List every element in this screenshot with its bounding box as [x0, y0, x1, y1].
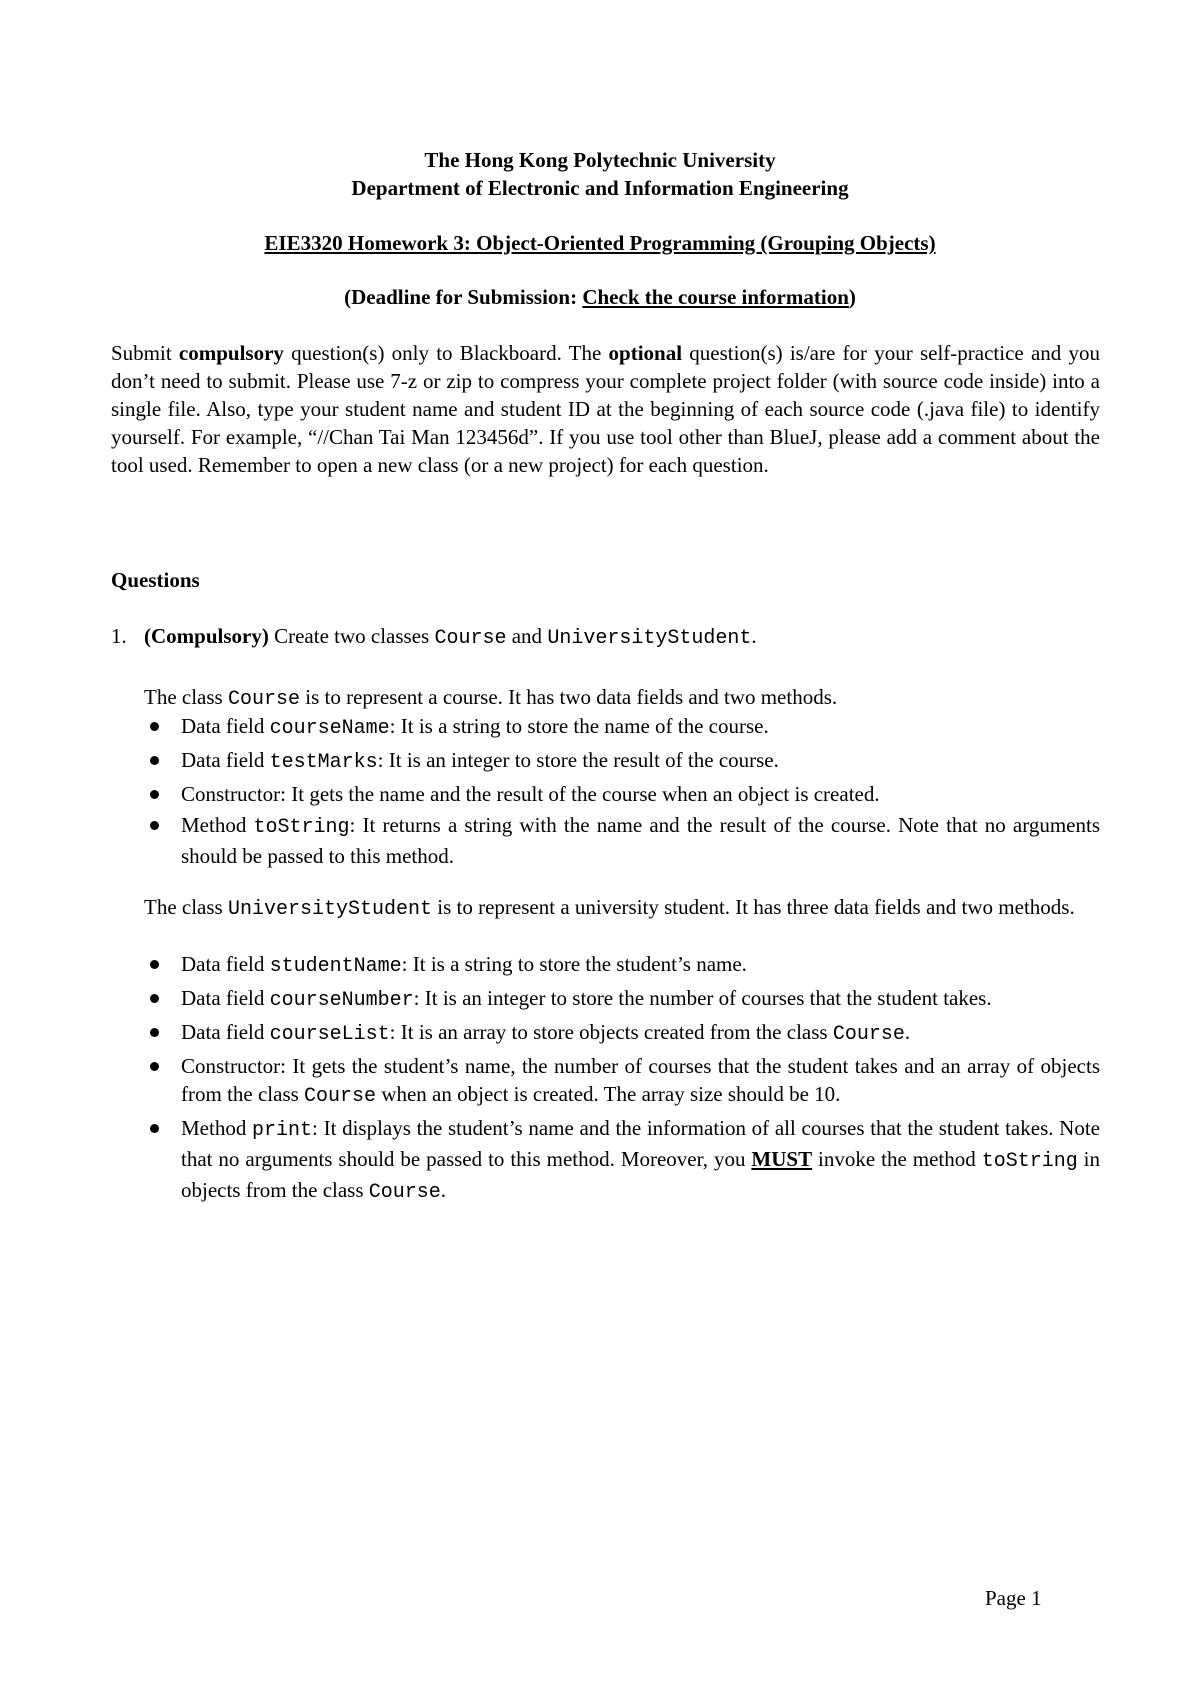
intro-part-3: question(s) is/are for your self-practice and you don’t need to submit. Please use 7-z or zip to compress your complete project folder (with source code inside) into a single file. Also, type your student name and student ID at the beginning of each source code (.java file) to identify yourself. For example, “//Chan Tai Man 123456d”. If you use tool other than BlueJ, please add a comment about the tool used. Remember to open a new class (or a new project) for each question.	[111, 341, 1100, 477]
deadline-line	[0, 283, 1200, 311]
intro-part-1: Submit	[111, 341, 179, 365]
item-end: .	[440, 1178, 447, 1202]
course-intro-t2: is to represent a course. It has two data fields and two methods.	[300, 685, 838, 709]
item-code: testMarks	[269, 751, 378, 774]
item-code: courseName	[269, 717, 390, 740]
item-post: : It displays the student’s name and the information of all courses that the student takes. Note that no arguments should be passed to this method. Moreover, you	[181, 1116, 1100, 1171]
item-t2: invoke the method	[812, 1147, 982, 1171]
item-post: : It returns a string with the name and the result of the course. Note that no arguments should be passed to this method.	[181, 813, 1100, 868]
intro-compulsory: compulsory	[178, 341, 284, 365]
bullet-icon	[150, 790, 159, 799]
item-code: courseNumber	[269, 989, 414, 1012]
item-pre: Data field	[181, 1020, 270, 1044]
bullet-icon	[150, 960, 159, 969]
item-pre: Data field	[181, 986, 270, 1010]
item-code-3: Course	[368, 1181, 441, 1204]
item-post: : It is an integer to store the number of courses that the student takes.	[413, 986, 992, 1010]
homework-title-text: EIE3320 Homework 3: Object-Oriented Programming (Grouping Objects)	[264, 231, 936, 255]
list-item	[144, 984, 1100, 1015]
uni-intro-t2: is to represent a university student. It has three data fields and two methods.	[432, 895, 1075, 919]
item-post: : It is an integer to store the result of the course.	[377, 748, 779, 772]
course-intro-code: Course	[227, 688, 300, 711]
university-name: The Hong Kong Polytechnic University	[424, 148, 776, 172]
question-1-label: (Compulsory)	[144, 624, 269, 648]
q1-code-universitystudent: UniversityStudent	[547, 627, 752, 650]
q1-t3: .	[751, 624, 757, 648]
bullet-icon	[150, 722, 159, 731]
intro-optional: optional	[608, 341, 683, 365]
list-item	[144, 950, 1100, 981]
course-intro-t1: The class	[144, 685, 228, 709]
question-1-text	[144, 622, 1100, 653]
department-name: Department of Electronic and Information Engineering	[351, 176, 849, 200]
item-post: : It is a string to store the student’s name.	[401, 952, 747, 976]
item-code: Course	[304, 1085, 377, 1108]
list-item	[144, 811, 1100, 870]
item-pre: Data field	[181, 748, 270, 772]
item-end: .	[904, 1020, 911, 1044]
course-class-intro	[144, 683, 1100, 714]
item-code: toString	[253, 816, 350, 839]
list-item	[144, 1052, 1100, 1111]
question-1-number: 1.	[111, 624, 127, 648]
uni-intro-t1: The class	[144, 895, 228, 919]
list-item	[144, 746, 1100, 777]
universitystudent-class-list	[144, 950, 1100, 1210]
bullet-icon	[150, 994, 159, 1003]
item-pre: Data field	[181, 714, 270, 738]
item-post: : It is a string to store the name of the course.	[389, 714, 769, 738]
must-emphasis: MUST	[751, 1147, 813, 1171]
item-post: : It is an array to store objects created from the class	[389, 1020, 833, 1044]
item-pre: Constructor: It gets the student’s name, the number of courses that the student takes and an array of objects from the class	[181, 1054, 1100, 1106]
submission-instructions	[111, 339, 1100, 479]
bullet-icon	[150, 1062, 159, 1071]
item-pre: Data field	[181, 952, 270, 976]
q1-t2: and	[506, 624, 548, 648]
bullet-icon	[150, 756, 159, 765]
item-code: print	[252, 1119, 313, 1142]
page-number: Page 1	[985, 1586, 1042, 1610]
item-code: courseList	[269, 1023, 390, 1046]
bullet-icon	[150, 821, 159, 830]
bullet-icon	[150, 1028, 159, 1037]
deadline-link: Check the course information	[582, 285, 849, 309]
deadline-prefix: (Deadline for Submission:	[344, 285, 583, 309]
q1-code-course: Course	[434, 627, 507, 650]
item-t3: in objects from the class	[181, 1147, 1100, 1202]
list-item	[144, 1018, 1100, 1049]
course-class-list	[144, 712, 1100, 873]
intro-part-2: question(s) only to Blackboard. The	[283, 341, 609, 365]
item-pre: Method	[181, 813, 254, 837]
deadline-suffix: )	[848, 285, 856, 309]
item-code: studentName	[269, 955, 402, 978]
uni-intro-code: UniversityStudent	[227, 898, 433, 921]
item-post: when an object is created. The array size should be 10.	[376, 1082, 841, 1106]
universitystudent-class-intro	[144, 893, 1100, 924]
homework-title	[0, 229, 1200, 257]
list-item	[144, 780, 1100, 808]
item-pre: Constructor: It gets the name and the result of the course when an object is created.	[181, 782, 880, 806]
list-item	[144, 1114, 1100, 1207]
questions-heading: Questions	[111, 568, 200, 592]
q1-t1: Create two classes	[268, 624, 435, 648]
bullet-icon	[150, 1124, 159, 1133]
list-item	[144, 712, 1100, 743]
item-code-2: Course	[832, 1023, 905, 1046]
item-code-2: toString	[981, 1150, 1078, 1173]
item-pre: Method	[181, 1116, 253, 1140]
